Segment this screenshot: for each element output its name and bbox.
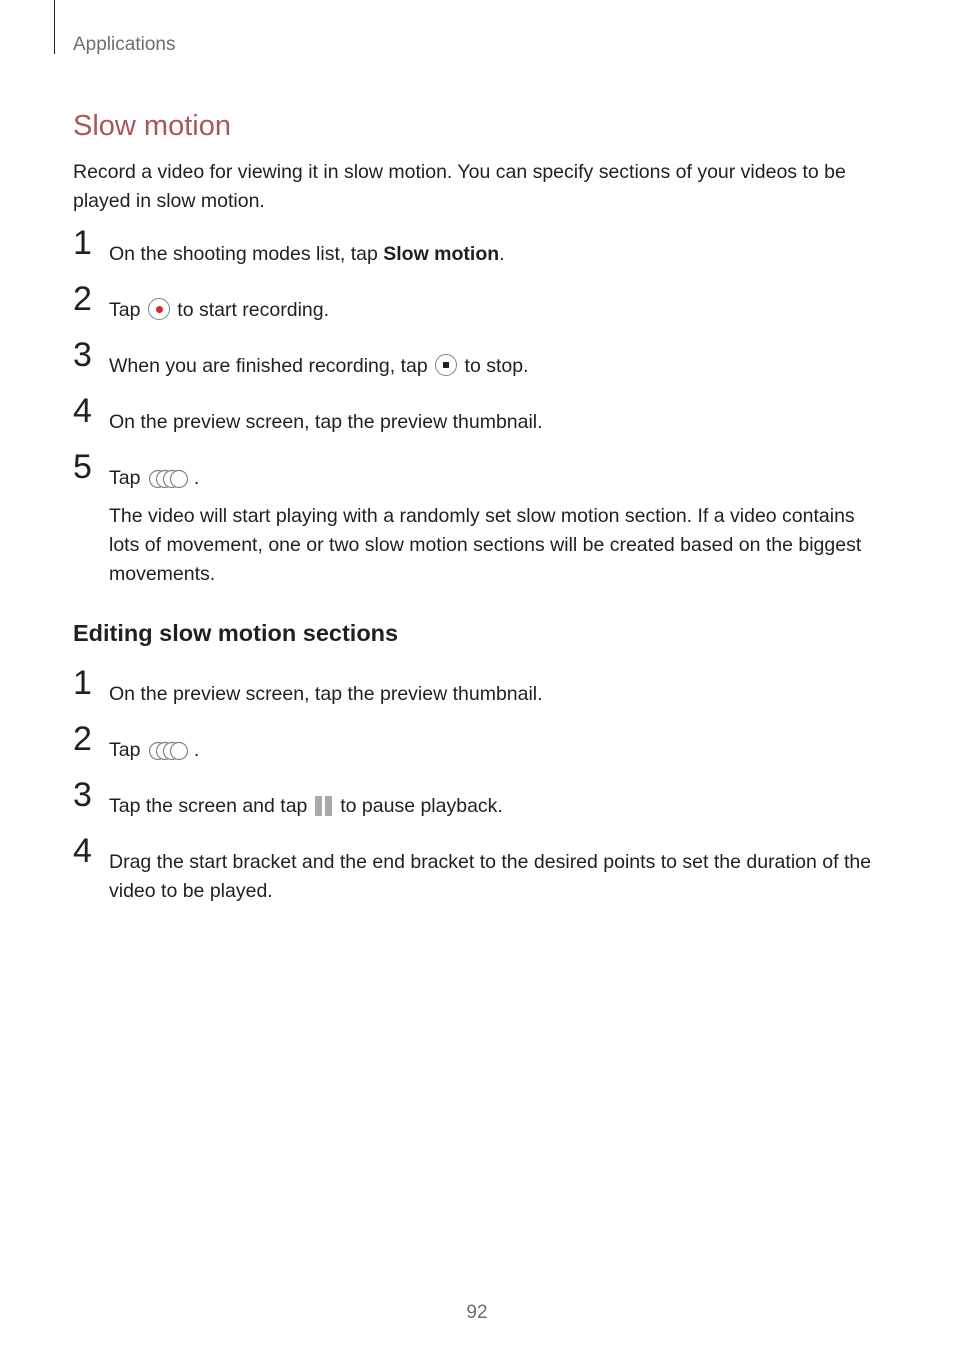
step-number: 3 bbox=[73, 776, 92, 814]
step-number: 5 bbox=[73, 448, 92, 486]
step-number: 4 bbox=[73, 392, 92, 430]
section-label: Applications bbox=[73, 34, 176, 55]
slow-motion-icon bbox=[148, 741, 192, 761]
margin-rule bbox=[54, 0, 55, 54]
page-title: Slow motion bbox=[73, 110, 231, 142]
step-number: 1 bbox=[73, 664, 92, 702]
step-number: 1 bbox=[73, 224, 92, 262]
intro-paragraph: Record a video for viewing it in slow motion. You can specify sections of your videos to be played in slow motion. bbox=[73, 161, 846, 212]
slow-motion-label: Slow motion bbox=[383, 243, 500, 265]
step-number: 4 bbox=[73, 832, 92, 870]
record-icon bbox=[148, 298, 170, 320]
page-number: 92 bbox=[466, 1302, 488, 1323]
section-heading: Editing slow motion sections bbox=[73, 620, 399, 646]
step-number: 2 bbox=[73, 720, 92, 758]
step-5-detail: The video will start playing with a randomly set slow motion section. If a video contains lots of movement, one or two slow motion sections will be created based on the biggest movements. bbox=[109, 505, 862, 585]
step-number: 2 bbox=[73, 280, 92, 318]
pause-icon bbox=[315, 796, 333, 816]
step-number: 3 bbox=[73, 336, 92, 374]
slow-motion-icon bbox=[148, 469, 192, 489]
stop-icon bbox=[435, 354, 457, 376]
